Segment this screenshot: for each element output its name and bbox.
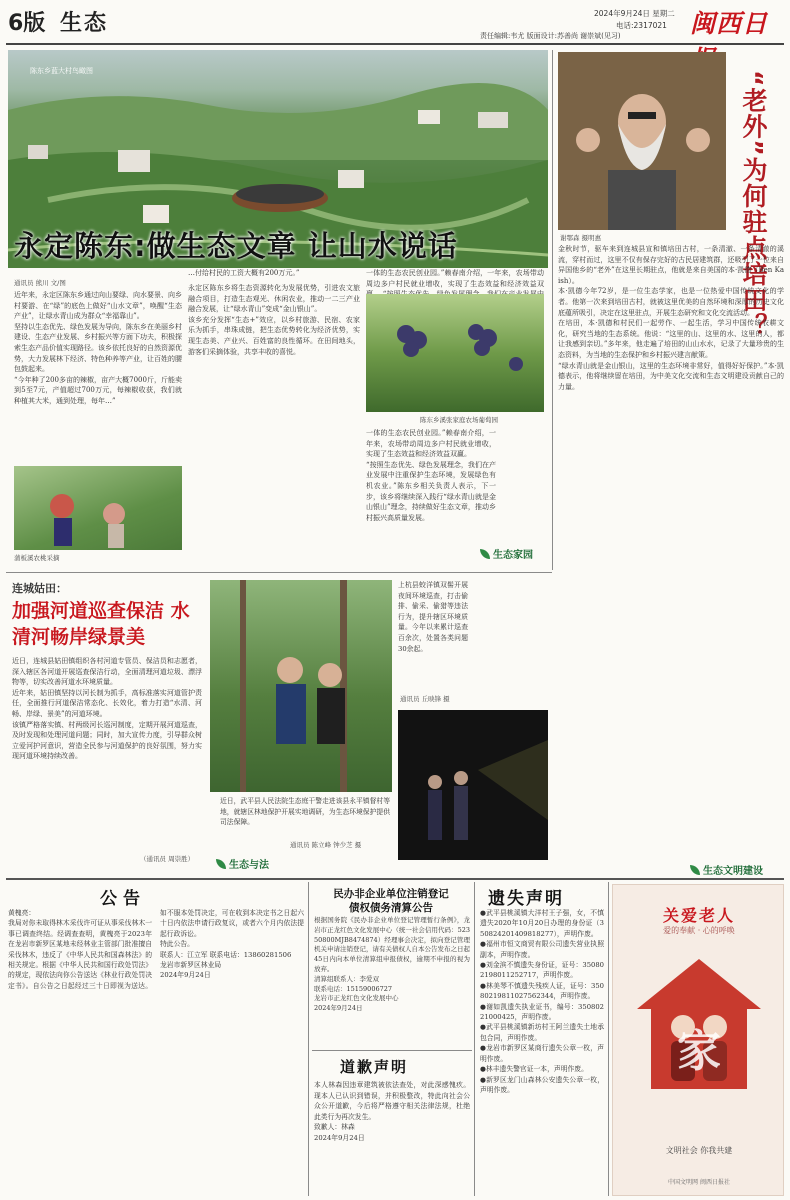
paper-logo: 闽西日	[690, 9, 769, 38]
page-header	[0, 0, 790, 42]
court-photo-credit: 通讯员 陈立峰 钟少芝 摄	[290, 841, 362, 849]
peach-picking-photo	[14, 466, 182, 550]
tag-eco-home: 生态家园	[480, 546, 533, 561]
night-patrol-photo	[398, 710, 548, 860]
tag-eco-civilization: 生态文明建设	[690, 862, 763, 877]
foreigner-photo	[558, 52, 726, 230]
civil-notice-text: 根据国务院《民办非企业单位登记管理暂行条例》，龙岩市正龙红色文化发展中心（统一社会信用代码：52350800MJB8474874）经理事会决定，拟向登记管理机关申请注销登记，请有关债权人自本公告发布之日起45日内向本单位清算组申报债权，逾期不申报的视为放弃。 清算组联系人：李爱双 联系电话：15159006727 龙岩市正龙红色文化发展中心 2024年9月24日	[314, 916, 470, 1013]
main-headline: 永定陈东:做生态文章 让山水说话	[14, 229, 458, 263]
psa-title: 关爱老人	[662, 906, 735, 925]
tag-eco-law: 生态与法	[216, 856, 269, 871]
main-col2: …付给村民的工资大概有200万元。”	[188, 269, 300, 277]
phone: 电话:2317021	[616, 21, 667, 30]
psa-big-char: 家	[677, 1026, 721, 1077]
right-article-text: 金秋时节，驱车来到连城县宣和镇培田古村，一条清澈、一条清澈的溪流，穿村而过，这里不仅有保存完好的古民居建筑群，还吸引了一位来自异国他乡的“老外”在这里长期驻点，他就是来自美国的本·凯德（Ben Kaish）。 本·凯德今年72岁，是一位生态学家，也是一位热爱中国传统文化的学者。他第一次来到培田古村，就被这里优美的自然环境和深厚的历史文化底蕴所吸引，决定在这里驻点，开展生态研究和文化交流活动。 在培田，本·凯德和村民们一起劳作、一起生活，学习中国传统农耕文化，研究当地的生态系统。他说：“这里的山、这里的水、这里的人，都让我感到亲切。”多年来，他走遍了培田的山山水水，记录了大量珍贵的生态资料，为当地的生态保护和乡村振兴建言献策。 “绿水青山就是金山银山，这里的生态环境非常好，值得好好保护。”本·凯德表示，他将继续留在培田，为中美文化交流和生态文明建设贡献自己的力量。	[558, 245, 784, 391]
lost-text: ●武平县桃溪镇大洋村王子强，女，不慎遗失2020年10月20日办理的身份证（350824201409818277），声明作废。 ●福州市恒文商贸有限公司遗失营业执照副本，声明作废。 ●刘金滨不慎遗失身份证，证号：350802198011252717，声明作废。 ●林美琴不慎遗失残疾人证，证号：35080219811027562344，声明作废。 ●谢如凯遗失执业证书，编号：35080221000425，声明作废。 ●武平县桃溪镇新坊村王阿兰遗失土地承包合同，声明作废。 ●龙岩市新罗区某商行遗失公章一枚，声明作废。 ●林丰遗失警官证一本，声明作废。 ●新罗区龙门山森林公安遗失公章一枚，声明作废。	[480, 909, 604, 1094]
section-name: 生态	[60, 11, 109, 36]
psa-subtitle: 爱的奉献 · 心的呼唤	[663, 926, 735, 935]
court-forest-photo	[210, 580, 392, 792]
grape-photo-caption: 陈东乡溪张家庭农场葡萄园	[420, 416, 498, 424]
leaf-icon	[690, 865, 700, 875]
main-col1: 近年来，永定区陈东乡通过向山要绿、向水要景、向乡村要游、在“绿”的底色上做好“山水文章”，唤醒“生态产业”，让绿水青山成为群众“幸福靠山”。 坚持以生态优先、绿色发展为导向，陈东乡在美丽乡村建设、生态产业发展、乡村振兴等方面下功夫，积极探索生态产品价值实现路径。该乡依托良好的自然资源优势，大力发展林下经济、特色种养等产业，让百姓的腰包鼓起来。 “今年种了200多亩的辣椒，亩产大概7000斤，斤能卖到5至7元，产值超过700万元，每辣椒收获，我们就种植其大米，通到处理，每年…”	[14, 291, 182, 405]
aerial-photo-label: 陈东乡蓝大村鸟瞰图	[30, 67, 93, 75]
main-col2b: 永定区陈东乡将生态资源转化为发展优势，引进农文旅融合项目，打造生态观光、休闲农业，推动一二三产业融合发展，让“绿水青山”变成“金山银山”。 该乡充分发挥“生态+”效应，以乡村旅游、民宿、农家乐为抓手，串珠成链，把生态优势转化为经济优势，实现生态美、产业兴、百姓富的良性循环。在田间地头，游客们采摘体验，共享丰收的喜悦。	[188, 284, 360, 356]
apology-text: 本人林森因违章建筑被依法查处，对此深感愧疚。现本人已认识到错误，并积极整改，特此向社会公众公开道歉，今后将严格遵守相关法律法规，杜绝此类行为再次发生。 致歉人：林森 2024年9月24日	[314, 1081, 470, 1142]
issue-date: 2024年9月24日 星期二	[594, 9, 675, 18]
night-patrol-credit: 通讯员 丘映锋 摄	[400, 695, 450, 703]
psa-footer1: 文明社会 你我共建	[665, 1146, 733, 1155]
court-photo-caption: 近日，武平县人民法院生态庭干警走进该县永平镇督村等地，就辖区林地保护开展实地调研，为生态环境保护提供司法保障。	[220, 797, 390, 827]
lost-title: 遗失声明	[488, 889, 564, 909]
river-headline: 加强河道巡查保洁 水清河畅岸绿景美	[12, 600, 190, 648]
grape-orchard-photo	[366, 294, 544, 412]
apology-title: 道歉声明	[340, 1058, 409, 1076]
psa-poster	[612, 884, 784, 1196]
civil-notice-title2: 债权债务清算公告	[349, 902, 433, 914]
main-col3: 一体的生态农民创业园。”赖春南介绍，一年来，农场带动周边多户村民就业增收，实现了生态效益和经济效益双赢。 “按照生态优先、绿色发展理念，我们在产业发展中注重保护生态环境，发展绿色有机农业。”陈东乡相关负责人表示，下一步，该乡将继续深入践行“绿水青山就是金山银山”理念，持续做好生态文章，推动乡村振兴高质量发展。	[366, 429, 496, 522]
editors: 责任编辑:韦尤 版面设计:苏善尚 谢崇斌(见习)	[480, 32, 621, 40]
main-col3-top: 一体的生态农民创业园。”赖春南介绍，一年来，农场带动周边多户村民就业增收，实现了生态效益和经济效益双	[366, 269, 544, 288]
river-byline: （通讯员 周崇胜）	[140, 855, 195, 863]
civil-notice-title1: 民办非企业单位注销登记	[333, 888, 449, 900]
notice-title: 公告	[100, 889, 146, 909]
page-number: 6版	[8, 11, 46, 36]
river-kicker: 连城姑田：	[12, 582, 67, 595]
peach-photo-caption: 蒲板溪农桃采摘	[14, 554, 60, 562]
night-patrol-caption: 上杭县蛟洋镇双髻开展夜间环境巡查，打击偷排、偷采、偷猎等违法行为，提升辖区环境质量。今年以来累计巡查百余次，处置各类问题30余起。	[398, 581, 468, 653]
main-byline: 通讯员 熊川 文/图	[14, 279, 66, 287]
river-text: 近日，连城县姑田镇组织各村河道专管员、保洁员和志愿者，深入辖区各河道开展巡查保洁行动，全面清理河道垃圾、漂浮物等，切实改善河道水环境质量。 近年来，姑田镇坚持以河长制为抓手，高标准落实河道管护责任，全面推行河道保洁常态化、长效化，着力打造“水清、河畅、岸绿、景美”的河道环境。 该镇严格落实镇、村两级河长巡河制度，定期开展河道巡查，及时发现和处理河道问题；同时，加大宣传力度，引导群众树立爱河护河意识，营造全民参与河道保护的良好氛围，努力实现河道环境持续改善。	[12, 657, 202, 761]
right-headline: “老外”为何驻点培田？	[739, 70, 768, 339]
foreigner-photo-caption: 谢鄂森 摄明惠	[560, 234, 602, 242]
leaf-icon	[216, 859, 226, 869]
psa-footer2: 中国文明网 闽西日报社	[668, 1179, 730, 1186]
leaf-icon	[480, 549, 490, 559]
notice-text: 黄槐亮： 我局对你未取得林木采伐许可证从事采伐林木一事已调查终结。经调查查明，黄槐亮于2023年在龙岩市新罗区某地未经林业主管部门批准擅自采伐林木，违反了《中华人民共和国森林法》的相关规定。根据《中华人民共和国行政处罚法》的规定，现依法向你公告送达《林业行政处罚决定书》。自公告之日起经过三十日即视为送达。如不服本处罚决定，可在收到本决定书之日起六十日内依法申请行政复议，或者六个月内依法提起行政诉讼。 特此公告。 联系人：江立军 联系电话：13860281506 龙岩市新罗区林业局 2024年9月24日	[8, 909, 304, 990]
